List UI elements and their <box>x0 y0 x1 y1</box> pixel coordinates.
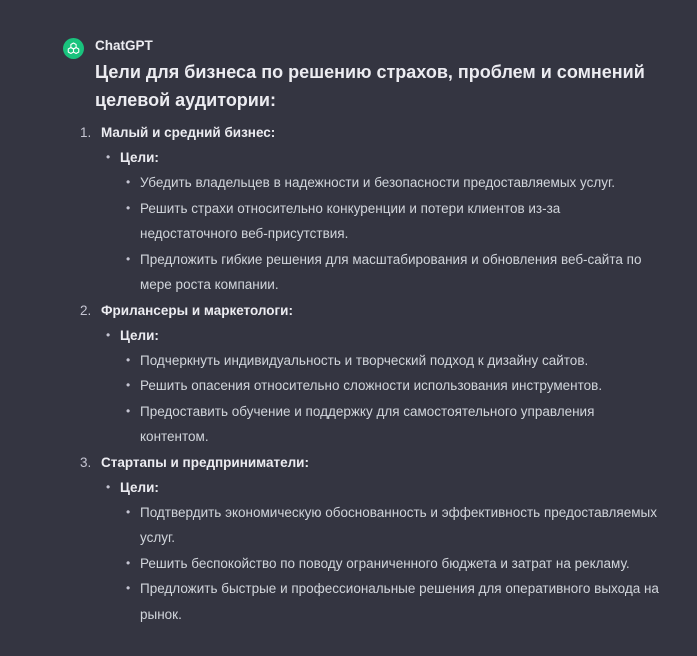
goal-item <box>126 247 660 298</box>
section-item <box>80 120 675 298</box>
section-number: 2. <box>80 302 92 318</box>
goal-item <box>126 399 660 450</box>
sub-title: Цели: <box>120 479 159 495</box>
goal-text: Убедить владельцев в надежности и безопасности предоставляемых услуг. <box>140 175 616 190</box>
bullet-icon: • <box>126 378 131 392</box>
bullet-icon: • <box>126 200 131 215</box>
bullet-icon: • <box>126 251 131 266</box>
goal-text: Предложить быстрые и профессиональные решения для оперативного выхода на рынок. <box>140 581 659 622</box>
bullet-icon: • <box>106 327 111 342</box>
section-item <box>80 450 675 628</box>
goal-item <box>126 170 660 196</box>
goal-text: Предоставить обучение и поддержку для самостоятельного управления контентом. <box>140 403 595 444</box>
bullet-icon: • <box>126 352 131 367</box>
goal-text: Подтвердить экономическую обоснованность и эффективность предоставляемых услуг. <box>140 504 657 545</box>
goal-text: Решить беспокойство по поводу ограниченного бюджета и затрат на рекламу. <box>140 555 630 571</box>
goal-item <box>126 576 660 627</box>
section-title: Фрилансеры и маркетологи: <box>101 302 293 318</box>
bullet-icon: • <box>126 403 131 418</box>
goal-item <box>126 500 660 551</box>
bullet-icon: • <box>126 555 131 570</box>
goal-text: Решить опасения относительно сложности использования инструментов. <box>140 378 603 393</box>
openai-logo-icon <box>63 38 84 59</box>
message-content <box>80 58 675 627</box>
sub-title: Цели: <box>120 150 159 165</box>
section-title: Стартапы и предприниматели: <box>101 454 309 470</box>
section-item <box>80 298 675 450</box>
sub-list <box>106 323 675 450</box>
sub-title: Цели: <box>120 327 159 343</box>
author-name: ChatGPT <box>95 38 153 53</box>
goal-item <box>126 348 660 374</box>
goal-list <box>120 170 675 298</box>
section-title: Малый и средний бизнес: <box>101 125 276 140</box>
goal-text: Подчеркнуть индивидуальность и творческий подход к дизайну сайтов. <box>140 352 589 368</box>
sub-list <box>106 475 675 628</box>
goal-text: Предложить гибкие решения для масштабирования и обновления веб-сайта по мере роста компании. <box>140 251 642 292</box>
bullet-icon: • <box>126 581 131 595</box>
bullet-icon: • <box>106 479 111 494</box>
section-list <box>80 120 675 627</box>
section-number: 3. <box>80 454 92 470</box>
bullet-icon: • <box>126 175 131 189</box>
goal-text: Решить страхи относительно конкуренции и потери клиентов из-за недостаточного веб-присутствия. <box>140 200 561 241</box>
bullet-icon: • <box>106 150 111 164</box>
sub-list <box>106 145 675 298</box>
goal-list <box>120 348 675 450</box>
bullet-icon: • <box>126 504 131 519</box>
goal-list <box>120 500 675 628</box>
section-number: 1. <box>80 125 92 140</box>
goal-item <box>126 373 660 399</box>
goal-item <box>126 551 660 577</box>
message-heading: Цели для бизнеса по решению страхов, проблем и сомнений целевой аудитории: <box>95 62 645 110</box>
goal-item <box>126 196 660 247</box>
